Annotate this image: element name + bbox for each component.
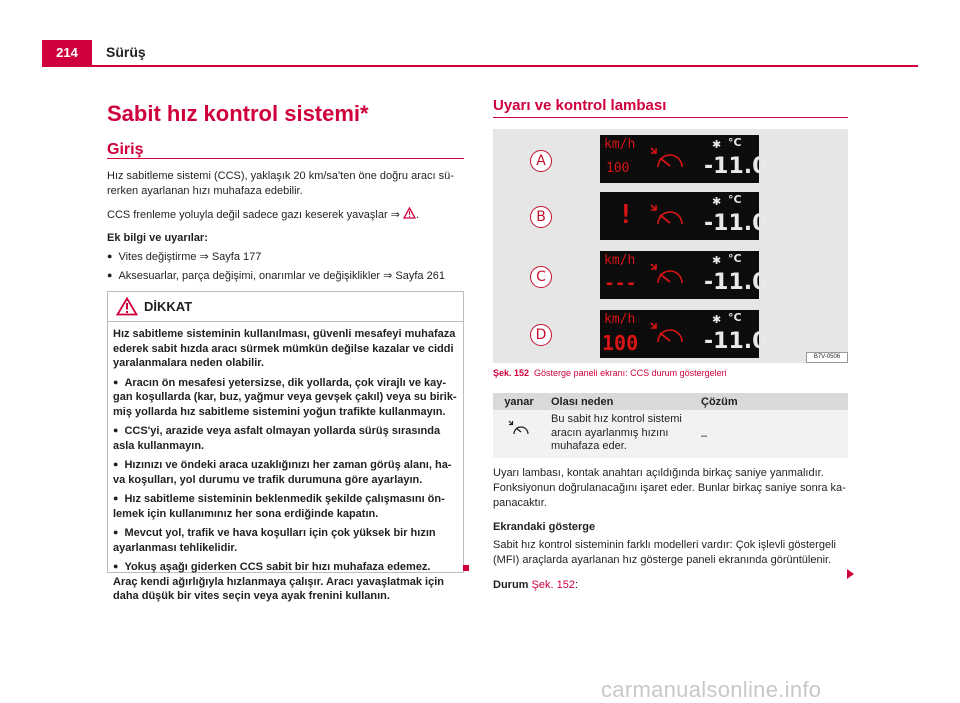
warning-item xyxy=(113,458,457,487)
warning-body xyxy=(108,322,463,604)
lcd-set-speed: 100 xyxy=(602,331,639,355)
warning-item xyxy=(113,376,457,420)
lcd-speed-unit: km/h xyxy=(604,137,636,152)
table-cell-cause: Bu sabit hız kontrol sistemi aracın ayarlanmış hızını muhafaza eder. xyxy=(545,410,695,458)
lcd-alert-mark: ! xyxy=(618,200,634,230)
table-header: Olası neden xyxy=(545,393,695,410)
figure-caption xyxy=(493,368,727,378)
figure-caption-label: Şek. 152 xyxy=(493,368,530,378)
warning-lamp-paragraph: Uyarı lambası, kontak anahtarı açıldığında birkaç saniye yanmalıdır. Fonksiyonun doğrulanacağını işaret eder. Bunlar birkaç saniye sonra ka-panacaktır. xyxy=(493,467,846,509)
intro-text-block xyxy=(107,169,464,284)
lcd-temperature: -11.0 xyxy=(704,329,768,354)
figure-letter-d: D xyxy=(530,324,552,346)
status-table xyxy=(493,393,848,458)
watermark: carmanualsonline.info xyxy=(601,677,822,702)
lcd-display-a xyxy=(600,135,768,183)
table-header: yanar xyxy=(493,393,545,410)
warning-item xyxy=(113,424,457,453)
header-rule xyxy=(42,65,918,67)
cruise-control-icon xyxy=(648,261,686,293)
figure-reference-link[interactable]: Şek. 152 xyxy=(531,579,575,591)
figure-letter-c: C xyxy=(530,266,552,288)
ccs-brake-text: CCS frenleme yoluyla değil sadece gazı keserek yavaşlar ⇒ xyxy=(107,209,400,221)
status-line xyxy=(493,578,850,593)
warning-item-text: Hızınızı ve öndeki araca uzaklığınızı her zaman görüş alanı, ha-va koşulları, yol durumu ve trafik durumuna göre ayarlayın. xyxy=(113,459,452,486)
figure-code: B7V-0506 xyxy=(806,352,848,363)
cruise-control-icon xyxy=(648,145,686,177)
figure-letter-a: A xyxy=(530,150,552,172)
cruise-control-icon xyxy=(508,419,530,439)
lcd-temperature: -11.0 xyxy=(704,211,768,236)
section-heading-rule xyxy=(493,117,848,118)
lcd-speed-unit: km/h xyxy=(604,312,636,327)
section-heading: Uyarı ve kontrol lambası xyxy=(493,97,667,114)
snowflake-icon: ✱ xyxy=(712,313,722,326)
figure-panel xyxy=(493,129,848,363)
info-heading: Ek bilgi ve uyarılar: xyxy=(107,232,208,244)
intro-heading: Giriş xyxy=(107,141,144,158)
intro-line-2: rerken ayarlanan hızı muhafaza edebilir. xyxy=(107,185,303,197)
intro-paragraph xyxy=(107,169,464,199)
status-end: : xyxy=(574,579,578,591)
intro-heading-rule xyxy=(107,158,464,159)
lcd-temperature: -11.0 xyxy=(704,270,768,295)
ccs-brake-paragraph xyxy=(107,207,464,223)
warning-item xyxy=(113,560,457,604)
warning-item-text: CCS'yi, arazide veya asfalt olmayan yollarda sürüş sırasında asla kullanmayın. xyxy=(113,425,441,452)
right-text-block xyxy=(493,466,850,593)
warning-item-text: Mevcut yol, trafik ve hava koşulları için çok yüksek bir hızın ayarlanması tehlikelidir. xyxy=(113,527,436,554)
ccs-brake-end: . xyxy=(415,209,420,221)
lcd-temp-unit: °C xyxy=(728,252,742,265)
warning-item xyxy=(113,526,457,555)
warning-item xyxy=(113,492,457,521)
table-header: Çözüm xyxy=(695,393,848,410)
warning-title: DİKKAT xyxy=(144,299,193,314)
warning-lead: Hız sabitleme sisteminin kullanılması, güvenli mesafeyi muhafaza ederek sabit hızda aracı sürmek mümkün değilse kazalar ve ciddi yaralanmalara neden olabilir. xyxy=(113,328,456,369)
table-cell-icon xyxy=(493,410,545,458)
warning-item-text: Hız sabitleme sisteminin beklenmedik şekilde çalışmasını ön-lemek için kullanımınız her sona erdiğinde kapatın. xyxy=(113,493,445,520)
lcd-temp-unit: °C xyxy=(728,136,742,149)
intro-line-1: Hız sabitleme sistemi (CCS), yaklaşık 20 km/sa'ten öne doğru aracı sü- xyxy=(107,170,454,182)
table-row xyxy=(493,410,848,458)
lcd-speed-unit: km/h xyxy=(604,253,636,268)
lcd-set-speed: 100 xyxy=(606,161,630,176)
continue-arrow-icon xyxy=(847,569,854,579)
status-label: Durum xyxy=(493,579,529,591)
display-paragraph: Sabit hız kontrol sisteminin farklı modelleri vardır: Çok işlevli göstergeli (MFI) araçlarda ayarlanan hız gösterge paneli ekranında görüntülenir. xyxy=(493,539,836,566)
warning-triangle-icon[interactable] xyxy=(403,207,416,219)
lcd-temp-unit: °C xyxy=(728,193,742,206)
info-item-text: Aksesuarlar, parça değişimi, onarımlar ve değişiklikler ⇒ Sayfa 261 xyxy=(118,270,445,282)
section-title: Sürüş xyxy=(106,44,146,60)
warning-item-text: Yokuş aşağı giderken CCS sabit bir hızı muhafaza edemez. Araç kendi ağırlığıyla hızlanmaya çalışır. Aracı yavaşlatmak için daha düşük bir vites seçin veya ayak frenini kullanın. xyxy=(113,561,444,602)
lcd-temperature: -11.0 xyxy=(704,154,768,179)
chapter-title: Sabit hız kontrol sistemi* xyxy=(107,101,369,126)
table-header-row xyxy=(493,393,848,410)
cruise-control-icon xyxy=(648,320,686,352)
lcd-display-c xyxy=(600,251,768,299)
info-item[interactable] xyxy=(107,269,464,284)
section-end-marker xyxy=(463,565,469,571)
warning-triangle-icon xyxy=(116,297,138,316)
info-item-text: Vites değiştirme ⇒ Sayfa 177 xyxy=(118,251,262,263)
warning-box xyxy=(107,291,464,602)
lcd-set-speed: --- xyxy=(604,273,637,294)
table-cell-solution: – xyxy=(695,410,848,458)
lcd-display-b xyxy=(600,192,768,240)
cruise-control-icon xyxy=(648,202,686,234)
warning-item-text: Aracın ön mesafesi yetersizse, dik yollarda, çok virajlı ve kay-gan koşullarda (kar, buz, yağmur veya gevşek çakıl) veya su birik-miş yollarda hız sabitleme sistemini yoğun trafikte kullanmayın. xyxy=(113,376,457,418)
lcd-temp-unit: °C xyxy=(728,311,742,324)
snowflake-icon: ✱ xyxy=(712,138,722,151)
info-item[interactable] xyxy=(107,250,464,265)
display-heading: Ekrandaki gösterge xyxy=(493,521,596,533)
figure-letter-b: B xyxy=(530,206,552,228)
snowflake-icon: ✱ xyxy=(712,195,722,208)
warning-header xyxy=(108,292,463,322)
snowflake-icon: ✱ xyxy=(712,254,722,267)
lcd-display-d xyxy=(600,310,768,358)
figure-caption-text: Gösterge paneli ekranı: CCS durum göstergeleri xyxy=(534,368,727,378)
page-number: 214 xyxy=(42,40,92,66)
